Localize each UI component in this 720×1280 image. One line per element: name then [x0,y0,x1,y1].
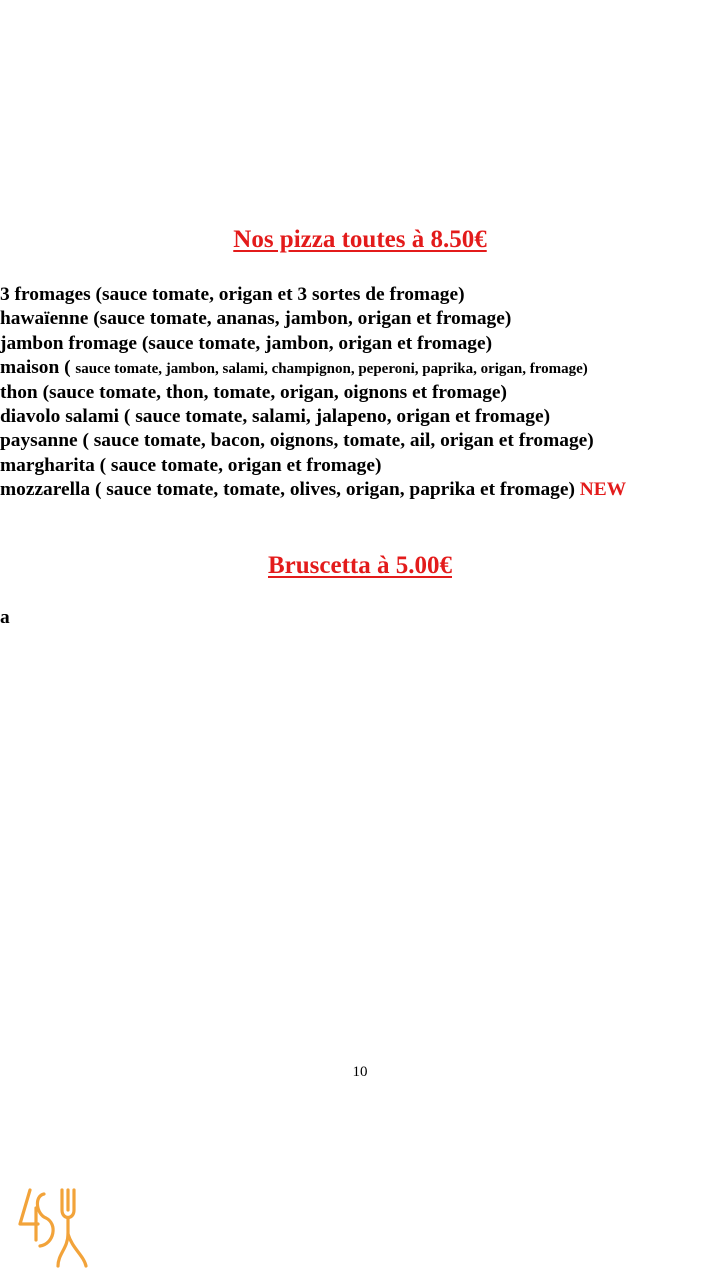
bruschetta-item-fragment: a [0,607,10,628]
fork-logo-icon [14,1184,90,1270]
pizza-name: margharita [0,454,100,476]
list-item [0,356,720,380]
list-item [0,283,720,307]
pizza-name: 3 fromages [0,284,96,305]
list-item [0,381,720,405]
pizza-name: jambon fromage [0,332,142,354]
pizza-name: thon [0,381,43,403]
pizza-name: mozzarella [0,479,95,501]
list-item [0,454,720,478]
list-item [0,429,720,453]
pizza-description: (sauce tomate, ananas, jambon, origan et fromage) [93,308,512,330]
pizza-description: ( sauce tomate, origan et fromage) [99,454,382,476]
pizza-description: (sauce tomate, thon, tomate, origan, oignons et fromage) [42,381,507,403]
pizza-name: hawaïenne [0,308,94,330]
pizza-name: diavolo salami [0,405,124,427]
pizza-description: (sauce tomate, origan et 3 sortes de fromage) [95,284,465,305]
bruschetta-section-heading: Bruscetta à 5.00€ [268,552,452,579]
list-item [0,332,720,356]
pizza-name: maison ( [0,357,76,379]
pizza-description: sauce tomate, jambon, salami, champignon, peperoni, paprika, origan, fromage) [75,361,588,378]
pizza-description: ( sauce tomate, bacon, oignons, tomate, ail, origan et fromage) [82,430,594,452]
pizza-description: ( sauce tomate, tomate, olives, origan, paprika et fromage) [94,479,580,501]
pizza-description: ( sauce tomate, salami, jalapeno, origan et fromage) [123,405,551,427]
list-item [0,405,720,429]
pizza-section-heading: Nos pizza toutes à 8.50€ [233,226,487,253]
page-number: 10 [352,1064,368,1080]
new-badge: NEW [579,479,627,501]
pizza-menu-list [0,283,720,503]
pizza-name: paysanne [0,430,83,452]
pizza-description: (sauce tomate, jambon, origan et fromage) [141,332,493,354]
list-item [0,307,720,331]
list-item [0,478,720,502]
